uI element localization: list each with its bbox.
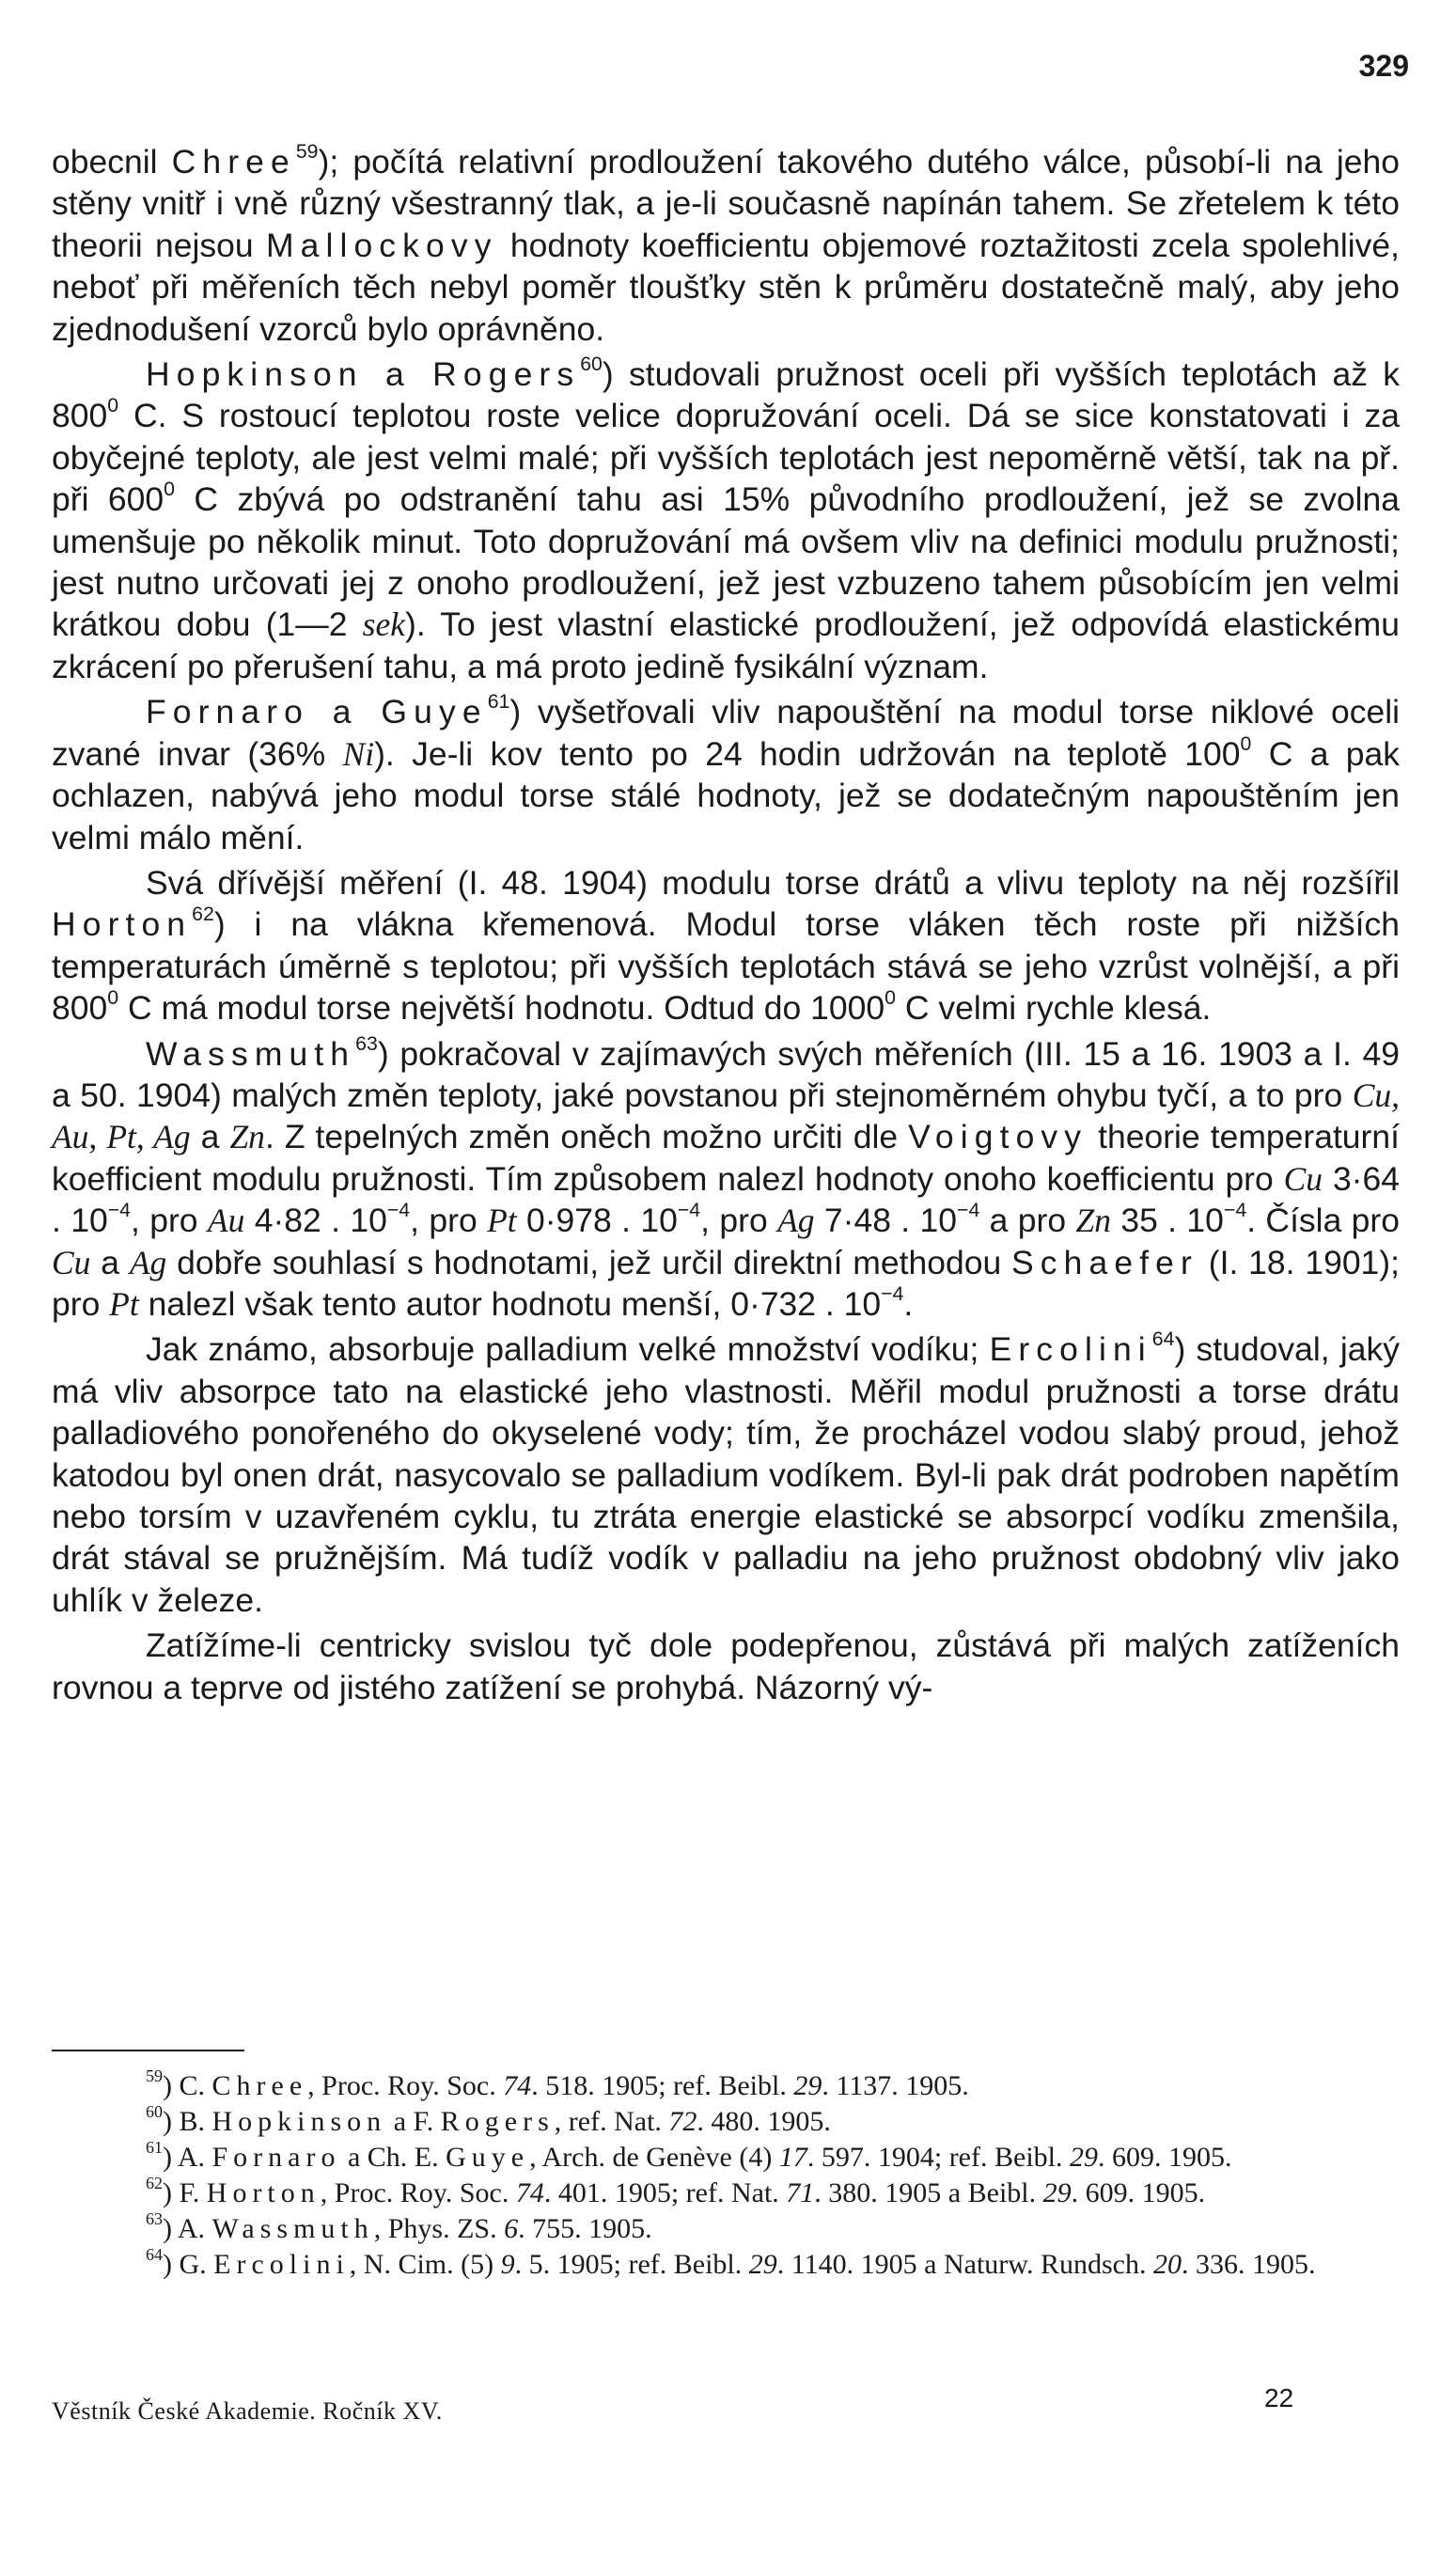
italic-text: 20 [1153, 2249, 1182, 2280]
italic-text: Ag [129, 1243, 167, 1281]
text-run: C zbývá po odstranění tahu asi 15% [174, 480, 791, 519]
superscript: 59 [146, 2066, 163, 2086]
italic-text: Cu [52, 1243, 91, 1281]
text-run: ) A. [163, 2213, 212, 2244]
text-run: ). Je-li kov tento po 24 hodin udržován na teplotě 100 [374, 734, 1241, 773]
text-run: . 609. 1905. [1071, 2177, 1206, 2208]
superscript: 64 [1151, 1328, 1175, 1351]
superscript: 64 [146, 2245, 163, 2265]
text-run: , Arch. de Genève (4) [529, 2142, 779, 2173]
text-run: ) i na vlákna křemenová. Modul torse vláken těch roste při nižších temperaturách úměrně s teplotou; při vyšších teplotách stává se jeho vzrůst volnější, a při 800 [52, 905, 1400, 1028]
author-name: Chree [211, 2070, 308, 2101]
text-run: . 1140. 1905 a Naturw. Rundsch. [776, 2249, 1153, 2280]
italic-text: Cu [1283, 1159, 1323, 1198]
author-name: Hopkinson [211, 2106, 387, 2137]
superscript: 59 [295, 139, 319, 163]
superscript: 61 [487, 690, 510, 714]
text-run: , ref. Nat. [554, 2106, 669, 2137]
paragraph [52, 1625, 1400, 1708]
paragraph [52, 691, 1400, 858]
footnote [52, 2247, 1400, 2283]
author-name: Wassmuth [211, 2213, 374, 2244]
text-run: 7·48 . 10 [814, 1202, 958, 1240]
superscript: −4 [677, 1199, 701, 1222]
text-run: , Proc. Roy. Soc. [320, 2177, 516, 2208]
author-name: Mallockovy [265, 226, 498, 264]
author-name: Fornaro a Guye [146, 693, 488, 731]
text-run: Jak známo, absorbuje palladium velké množství vodíku; [146, 1330, 990, 1369]
text-run: hodnoty koefficientu objemové roztažitosti zcela spolehlivé, neboť při měřeních těch nebyl poměr tloušťky stěn k průměru dostatečně malý, aby jeho zjednodušení vzorců bylo oprávněno. [52, 226, 1401, 348]
text-run: ) pokračoval v zajímavých svých měřeních (III. 15 a 16. 1903 a I. 49 a 50. 1904) malých změn teploty, jaké povstanou při stejnoměrném ohybu tyčí, a to pro [52, 1034, 1400, 1114]
italic-text: Zn [229, 1118, 265, 1156]
superscript: −4 [881, 1281, 904, 1305]
superscript: 0 [107, 394, 119, 417]
footnote-divider [52, 2050, 244, 2051]
paragraph [52, 1328, 1400, 1621]
sheet-number: 22 [1264, 2383, 1294, 2412]
text-run: ) studoval, jaký má vliv absorpce tato na elastické jeho vlastnosti. Měřil modul pružnosti a torse drátu palladiového ponořeného do okyselené vody; tím, že procházel vodou slabý proud, jehož katodou byl onen drát, nasycovalo se palladium vodíkem. Byl-li pak drát podroben napětím nebo torsím v uzavřeném cyklu, tu ztráta energie elastické se absorpcí vodíku zmenšila, drát stával se pružnějším. Má tudíž vodík v palladiu na jeho pružnost obdobný vliv jako uhlík v železe. [52, 1330, 1401, 1619]
text-run: C velmi rychle klesá. [895, 989, 1212, 1028]
text-run: nalezl však tento autor hodnotu menší, 0·732 . 10 [138, 1284, 882, 1323]
text-run: ) G. [163, 2249, 214, 2280]
superscript: 62 [192, 903, 214, 926]
paragraph [52, 141, 1400, 350]
italic-text: 71 [786, 2177, 815, 2208]
text-run: 35 . 10 [1110, 1202, 1224, 1240]
superscript: 60 [580, 353, 603, 376]
text-run: 4·82 . 10 [244, 1202, 387, 1240]
text-run: . 401. 1905; ref. Nat. [543, 2177, 787, 2208]
text-run: a [90, 1243, 130, 1281]
paragraph [52, 1033, 1400, 1326]
text-run: , pro [410, 1202, 488, 1240]
paragraph [52, 862, 1400, 1029]
superscript: 61 [146, 2138, 163, 2158]
text-run: ); počítá relativní prodloužení takového dutého válce, působí-li na jeho stěny vnitř i vně různý všestranný tlak, a je-li současně napínán tahem. Se zřetelem k této theorii nejsou [52, 143, 1400, 264]
superscript: −4 [386, 1199, 411, 1222]
italic-text: 17 [778, 2142, 807, 2173]
footnote [52, 2104, 1400, 2140]
italic-text: sek [362, 605, 405, 644]
italic-text: Cu, Au, Pt, Ag [52, 1076, 1400, 1156]
text-run: . 755. 1905. [518, 2213, 652, 2244]
italic-text: Pt [109, 1284, 139, 1323]
text-run: ). To jest vlastní elastické prodloužení, jež odpovídá elastickému zkrácení po přerušení tahu, a má proto jedině fysikální význam. [52, 605, 1400, 685]
superscript: 63 [355, 1031, 378, 1055]
text-run: . 336. 1905. [1182, 2249, 1316, 2280]
text-run: , pro [700, 1202, 778, 1240]
superscript: −4 [107, 1199, 132, 1222]
superscript: 0 [107, 986, 119, 1010]
text-run: theorie temperaturní koefficient modulu pružnosti. Tím způsobem nalezl hodnoty onoho koefficientu pro [52, 1118, 1400, 1198]
author-name: Wassmuth [146, 1034, 356, 1073]
superscript: 0 [885, 986, 896, 1010]
italic-text: 6 [504, 2213, 519, 2244]
text-run: . [903, 1284, 914, 1323]
page-number: 329 [1358, 49, 1409, 83]
text-run: . 1137. 1905. [822, 2070, 969, 2101]
author-name: Guye [446, 2142, 530, 2173]
text-run: a pro [979, 1202, 1076, 1240]
text-run: . Čísla pro [1246, 1202, 1400, 1240]
text-run: ) B. [163, 2106, 212, 2137]
italic-text: Zn [1075, 1202, 1111, 1240]
footnote [52, 2068, 1400, 2104]
italic-text: 29 [1042, 2177, 1072, 2208]
text-run: 3·64 . 10 [52, 1159, 1400, 1240]
author-name: Rogers [440, 2106, 555, 2137]
text-run: . 5. 1905; ref. Beibl. [514, 2249, 749, 2280]
italic-text: 9 [500, 2249, 515, 2280]
text-run: . 609. 1905. [1098, 2142, 1232, 2173]
superscript: −4 [1223, 1199, 1247, 1222]
author-name: Horton [52, 905, 193, 944]
body-text [52, 141, 1400, 1712]
author-name: Ercolini [989, 1330, 1152, 1369]
text-run: , pro [131, 1202, 208, 1240]
text-run: a [190, 1118, 230, 1156]
italic-text: 72 [668, 2106, 697, 2137]
italic-text: Pt [487, 1202, 517, 1240]
superscript: −4 [957, 1199, 980, 1222]
text-run: . 480. 1905. [697, 2106, 831, 2137]
text-run: Zatížíme-li centricky svislou tyč dole podepřenou, zůstává při malých zatíženích rovnou a teprve od jistého zatížení se prohybá. Názorný vý- [52, 1626, 1400, 1706]
footnotes [52, 2068, 1400, 2283]
journal-footer: Věstník České Akademie. Ročník XV. [52, 2397, 443, 2425]
footnote [52, 2176, 1400, 2211]
text-run: C. S rostoucí teplotou roste velice dopružování oceli. Dá se sice konstatovati i za obyčejné teploty, ale jest velmi malé; při vyšších teplotách jest nepoměrně větší, tak na př. při 600 [52, 397, 1400, 519]
text-run: ) C. [163, 2070, 212, 2101]
author-name: Schaefer [1011, 1243, 1198, 1281]
text-run: 0·978 . 10 [516, 1202, 678, 1240]
italic-text: 74 [515, 2177, 544, 2208]
italic-text: 29 [748, 2249, 777, 2280]
text-run: původního prodloužení, jež se zvolna umenšuje po několik minut. Toto dopružování má ovšem vliv na definici modulu pružnosti; jest nutno určovati jej z onoho prodloužení, jež jest vzbuzeno tahem působícím jen velmi krátkou dobu (1—2 [52, 480, 1401, 644]
text-run: a F. [386, 2106, 441, 2137]
author-name: Fornaro [211, 2142, 341, 2173]
author-name: Voigtovy [908, 1118, 1088, 1156]
text-run: . 597. 1904; ref. Beibl. [806, 2142, 1070, 2173]
text-run: obecnil [52, 143, 172, 181]
text-run: . Z tepelných změn oněch možno určiti dle [264, 1118, 909, 1156]
text-run: . 380. 1905 a Beibl. [814, 2177, 1043, 2208]
footnote [52, 2211, 1400, 2247]
superscript: 63 [146, 2209, 163, 2229]
text-run: ) vyšetřovali vliv napouštění na modul torse niklové oceli zvané invar (36% [52, 693, 1400, 773]
author-name: Horton [206, 2177, 321, 2208]
text-run: , N. Cim. (5) [349, 2249, 501, 2280]
text-run: (I. 18. 1901); pro [52, 1243, 1400, 1323]
text-run: a Ch. E. [340, 2142, 446, 2173]
text-run: ) A. [163, 2142, 212, 2173]
italic-text: Ni [342, 734, 375, 773]
text-run: , Proc. Roy. Soc. [307, 2070, 504, 2101]
text-run: . 518. 1905; ref. Beibl. [531, 2070, 794, 2101]
text-run: C má modul torse největší hodnotu. Odtud do 1000 [118, 989, 885, 1028]
italic-text: Au [207, 1202, 245, 1240]
text-run: Svá dřívější měření (I. 48. 1904) modulu torse drátů a vlivu teploty na něj rozšířil [146, 863, 1400, 902]
superscript: 0 [164, 478, 175, 501]
text-run: C a pak ochlazen, nabývá jeho modul torse stálé hodnoty, jež se dodatečným napouštěním jen velmi málo mění. [52, 734, 1401, 856]
paragraph [52, 354, 1400, 687]
text-run: ) studovali pružnost oceli při vyšších teplotách až k 800 [52, 355, 1401, 435]
text-run: dobře souhlasí s hodnotami, jež určil direktní methodou [166, 1243, 1012, 1281]
author-name: Hopkinson a Rogers [146, 355, 581, 394]
footnote [52, 2140, 1400, 2176]
superscript: 60 [146, 2102, 163, 2122]
superscript: 0 [1240, 731, 1252, 755]
italic-text: 29 [1070, 2142, 1098, 2173]
text-run: , Phys. ZS. [373, 2213, 505, 2244]
italic-text: 74 [503, 2070, 532, 2101]
text-run: ) F. [163, 2177, 207, 2208]
author-name: Chree [171, 143, 296, 181]
italic-text: 29 [793, 2070, 822, 2101]
superscript: 62 [146, 2174, 163, 2193]
italic-text: Ag [777, 1202, 815, 1240]
author-name: Ercolini [213, 2249, 350, 2280]
